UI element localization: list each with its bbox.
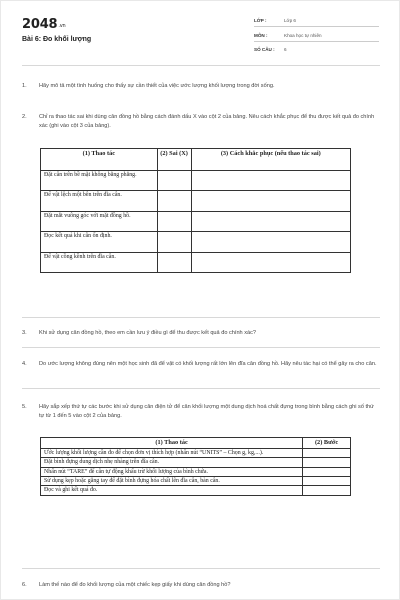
table-cell-action: Để vật cồng kềnh trên đĩa cân. — [41, 252, 158, 272]
question-number: 2. — [22, 114, 27, 120]
question-divider — [22, 568, 380, 569]
table-cell-step[interactable] — [303, 448, 351, 457]
column-header: (3) Cách khắc phục (nếu thao tác sai) — [191, 149, 350, 171]
table-cell-action: Đặt mắt vuông góc với mặt đồng hồ. — [41, 211, 158, 231]
table-cell-step[interactable] — [303, 477, 351, 486]
table-cell-action: Đọc kết quả khi cân ổn định. — [41, 232, 158, 252]
table-cell-fix[interactable] — [191, 191, 350, 211]
table-cell-action: Để vật lệch một bên trên đĩa cân. — [41, 191, 158, 211]
logo-main: 2048 — [22, 17, 58, 32]
table-row — [41, 458, 351, 467]
table-cell-step[interactable] — [303, 467, 351, 476]
table-cell-mark[interactable] — [157, 252, 191, 272]
question-number: 5. — [22, 404, 27, 410]
table-row — [41, 211, 351, 231]
table-steps — [40, 437, 351, 496]
table-row — [41, 232, 351, 252]
table-cell-action: Ước lượng khối lượng cần đo để chọn đơn vị thích hợp (nhấn nút “UNITS” – Chọn g, kg,...). — [41, 448, 303, 457]
question-divider — [22, 317, 380, 318]
table-row — [41, 467, 351, 476]
column-header: (2) Bước — [303, 438, 351, 449]
table-row — [41, 252, 351, 272]
meta-value: Khoa học tự nhiên — [284, 33, 322, 38]
column-header: (1) Thao tác — [41, 438, 303, 449]
table-cell-action: Sử dụng kẹp hoặc găng tay để đặt bình đựng hóa chất lên đĩa cân, bàn cân. — [41, 477, 303, 486]
table-cell-action: Đặt bình đựng dung dịch nhẹ nhàng trên đĩa cân. — [41, 458, 303, 467]
table-header-row — [41, 438, 351, 449]
logo-suffix: .vn — [58, 23, 66, 29]
question-number: 4. — [22, 361, 27, 367]
meta-underline — [254, 41, 379, 42]
meta-value: Lớp 6 — [284, 18, 296, 23]
question-number: 1. — [22, 83, 27, 89]
table-error-fix — [40, 148, 351, 273]
table-cell-fix[interactable] — [191, 211, 350, 231]
column-header: (2) Sai (X) — [157, 149, 191, 171]
table-cell-action: Đặt cân trên bề mặt không bằng phẳng. — [41, 171, 158, 191]
meta-underline — [254, 26, 379, 27]
table-cell-fix[interactable] — [191, 252, 350, 272]
table-cell-action: Nhấn nút “TARE” để cân tự động khấu trừ khối lượng của bình chứa. — [41, 467, 303, 476]
meta-key: SỐ CÂU : — [254, 47, 275, 52]
meta-key: MÔN : — [254, 33, 268, 38]
table-row — [41, 191, 351, 211]
question-divider — [22, 388, 380, 389]
table-row — [41, 171, 351, 191]
table-header-row — [41, 149, 351, 171]
table-row — [41, 477, 351, 486]
table-cell-mark[interactable] — [157, 211, 191, 231]
question-number: 6. — [22, 582, 27, 588]
table-cell-mark[interactable] — [157, 232, 191, 252]
question-text: Do ước lượng không đúng nên một học sinh đã để vật có khối lượng rất lớn lên đĩa cân đồng hồ. Hãy nêu tác hại có thể gây ra cho cân. — [39, 361, 377, 367]
question-text: Chỉ ra thao tác sai khi dùng cân đồng hồ bằng cách đánh dấu X vào cột 2 của bảng. Nêu cách khắc phục để thu được kết quả đo chính xác (ghi vào cột 3 của bảng). — [39, 114, 375, 129]
table-cell-action: Đọc và ghi kết quả đo. — [41, 486, 303, 495]
table-row — [41, 448, 351, 457]
header-divider — [22, 65, 380, 66]
table-cell-mark[interactable] — [157, 171, 191, 191]
table-row — [41, 486, 351, 495]
question-text: Hãy mô tả một tình huống cho thấy sự cần thiết của việc ước lượng khối lượng trong đời sống. — [39, 83, 275, 89]
meta-value: 6 — [284, 47, 287, 52]
meta-key: LỚP : — [254, 18, 267, 23]
question-divider — [22, 347, 380, 348]
question-text: Làm thế nào để đo khối lượng của một chiếc kẹp giấy khi dùng cân đồng hồ? — [39, 582, 231, 588]
lesson-title: Bài 6: Đo khối lượng — [22, 36, 92, 43]
table-cell-fix[interactable] — [191, 171, 350, 191]
question-text: Hãy sắp xếp thứ tự các bước khi sử dụng cân điện tử để cân khối lượng một dung dịch hoá chất đựng trong bình bằng cách ghi số thứ tự từ 1 đến 5 vào cột 2 của bảng. — [39, 404, 374, 419]
table-cell-mark[interactable] — [157, 191, 191, 211]
column-header: (1) Thao tác — [41, 149, 158, 171]
table-cell-step[interactable] — [303, 458, 351, 467]
question-number: 3. — [22, 330, 27, 336]
table-cell-fix[interactable] — [191, 232, 350, 252]
table-cell-step[interactable] — [303, 486, 351, 495]
site-logo[interactable] — [22, 17, 66, 32]
question-text: Khi sử dụng cân đồng hồ, theo em cần lưu ý điều gì để thu được kết quả đo chính xác? — [39, 330, 257, 336]
